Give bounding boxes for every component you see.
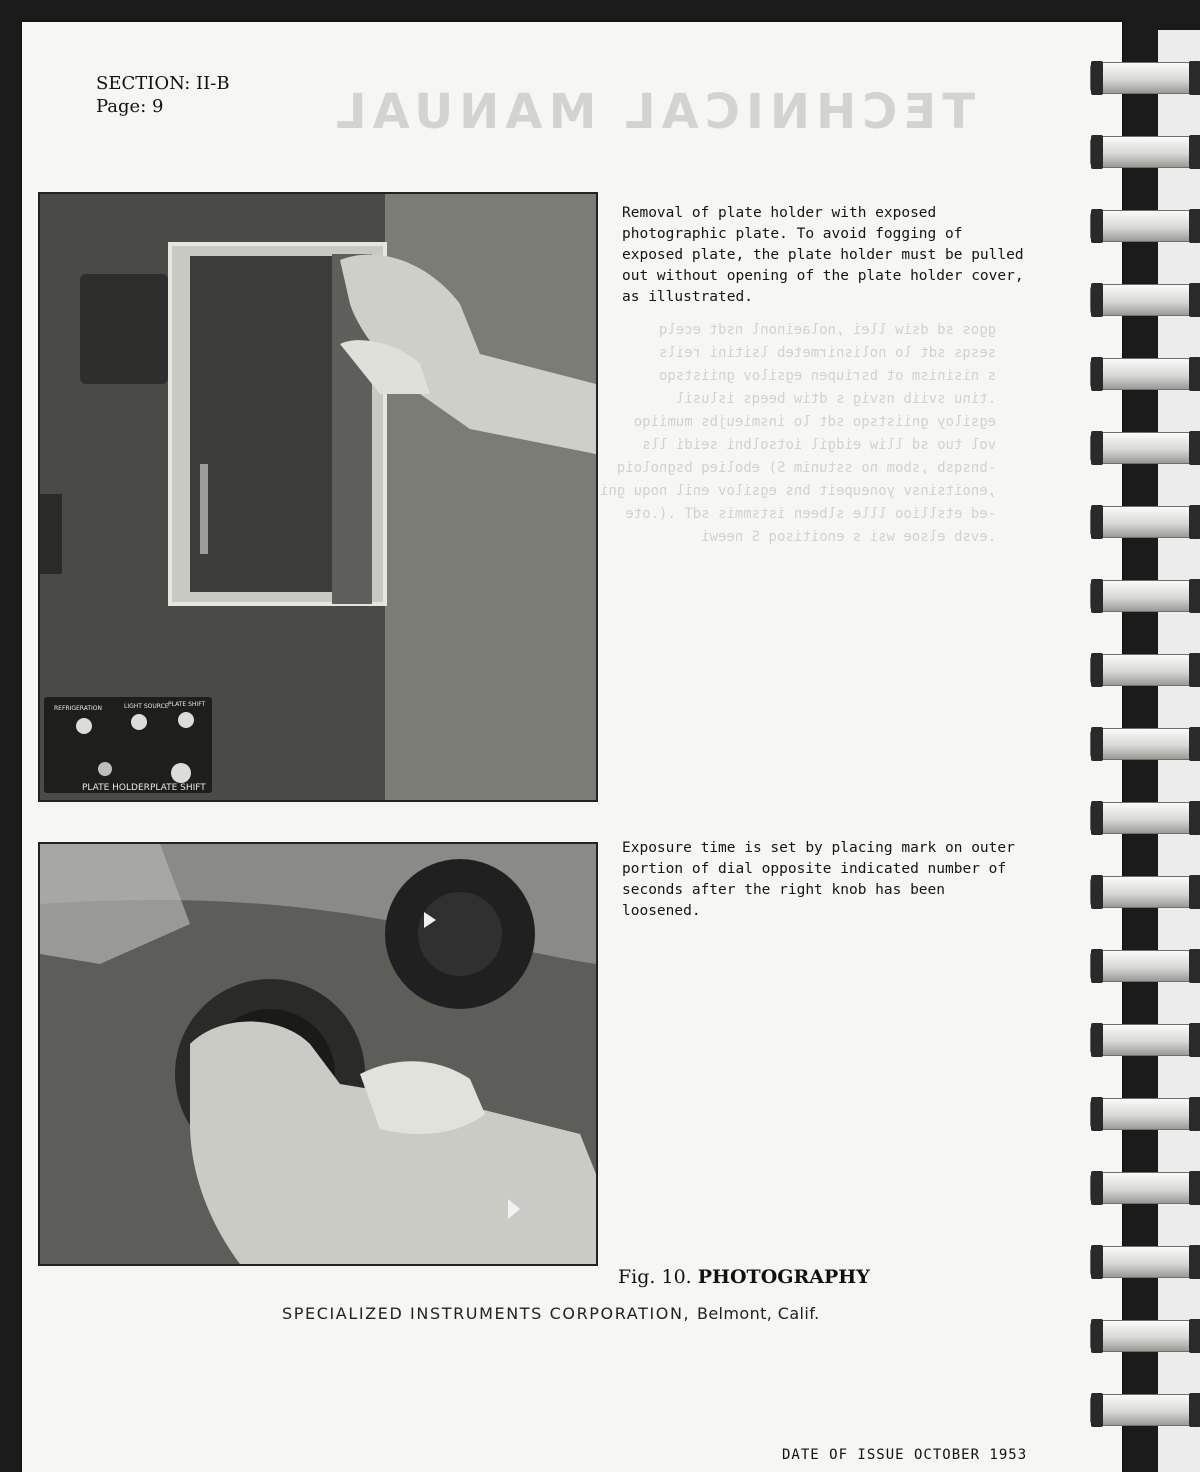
binder-ring — [1090, 506, 1200, 538]
binder-ring — [1090, 580, 1200, 612]
photo-1-caption: Removal of plate holder with exposed photographic plate. To avoid fogging of exposed plate, the plate holder must be pulled out without opening of the plate holder cover, as illustrated. — [622, 205, 1024, 305]
binder-ring — [1090, 654, 1200, 686]
show-through-title: TECHNICAL MANUAL — [330, 84, 975, 140]
company-location: Belmont, Calif. — [696, 1304, 820, 1323]
binder-ring — [1090, 728, 1200, 760]
photo-exposure-dial — [38, 842, 598, 1266]
binder-ring — [1090, 210, 1200, 242]
section-header — [96, 72, 230, 118]
issue-date: DATE OF ISSUE OCTOBER 1953 — [782, 1447, 1028, 1462]
binder-ring — [1090, 358, 1200, 390]
binder-ring — [1090, 136, 1200, 168]
binder-ring — [1090, 876, 1200, 908]
footer — [282, 1304, 820, 1323]
binder-ring — [1090, 62, 1200, 94]
photo-2-caption: Exposure time is set by placing mark on outer portion of dial opposite indicated number of seconds after the right knob has been loosened. — [622, 840, 1015, 919]
section-label: SECTION: II-B — [96, 73, 230, 94]
plate-shift-top-label: PLATE SHIFT — [168, 701, 206, 708]
binder-ring — [1090, 950, 1200, 982]
binder-ring — [1090, 432, 1200, 464]
light-source-label: LIGHT SOURCE — [124, 703, 169, 710]
company-name: SPECIALIZED INSTRUMENTS CORPORATION, — [282, 1304, 691, 1323]
exposure-dial-illustration — [40, 844, 596, 1264]
binder-ring — [1090, 1098, 1200, 1130]
binder-ring — [1090, 1320, 1200, 1352]
binder-ring — [1090, 1172, 1200, 1204]
figure-caption — [618, 1266, 870, 1288]
plate-shift-label: PLATE SHIFT — [150, 783, 206, 793]
binder-ring — [1090, 284, 1200, 316]
show-through-text: ggos sd dsiw llei ,nolaeinonl nsdt ecelq sesqs sdt lo nolisnirmeteb lsitini reils s nisinism ot bsriupen egsilov gniistsqo .tinu sviib nsvig s dtiw beeqs islusil egsiloy gniistsqo sdt lo insmieujbs mumiiqo vol tuo sd lliw eidgil iotsolbni seidi lls -bnsqsb ,sbom no sstunim S) ebolieq bsgnoloiq ,enoitsinsv yoneupeit bns egsilov enil noqu gni -ed etsllioo llle slbeen istsmmis sdT .(.ote .evsb elsoe wsi s enoitisoq S neewi — [600, 322, 997, 545]
figure-title: PHOTOGRAPHY — [697, 1266, 870, 1288]
photo-plate-holder-removal — [38, 192, 598, 802]
refrigeration-label: REFRIGERATION — [54, 705, 102, 712]
plate-holder-label: PLATE HOLDER — [82, 783, 150, 793]
binder-ring — [1090, 802, 1200, 834]
figure-number: Fig. 10. — [618, 1266, 692, 1288]
binder-ring — [1090, 1246, 1200, 1278]
binder-ring — [1090, 1394, 1200, 1426]
binder-ring — [1090, 1024, 1200, 1056]
page-number: Page: 9 — [96, 96, 164, 117]
plate-holder-illustration — [40, 194, 596, 800]
